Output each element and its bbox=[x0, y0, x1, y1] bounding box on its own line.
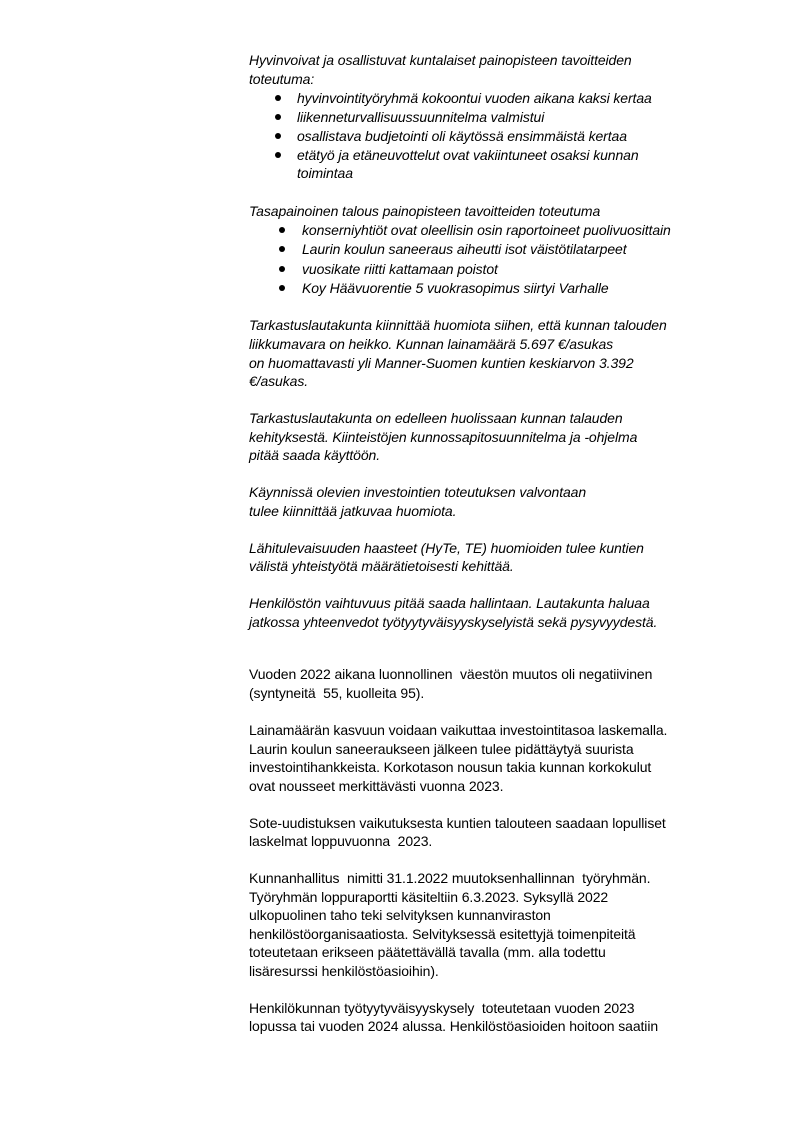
paragraph-line: Lähitulevaisuuden haasteet (HyTe, TE) huomioiden tulee kuntien bbox=[249, 540, 644, 556]
bullet-icon bbox=[279, 285, 285, 291]
paragraph-line: Vuoden 2022 aikana luonnollinen väestön muutos oli negatiivinen bbox=[249, 666, 653, 682]
paragraph-line: Sote-uudistuksen vaikutuksesta kuntien talouteen saadaan lopulliset bbox=[249, 815, 666, 831]
paragraph-line: on huomattavasti yli Manner-Suomen kuntien keskiarvon 3.392 bbox=[249, 355, 634, 371]
paragraph-line: Käynnissä olevien investointien toteutuksen valvontaan bbox=[249, 484, 587, 500]
list-item: vuosikate riitti kattamaan poistot bbox=[302, 261, 498, 277]
list-item: osallistava budjetointi oli käytössä ensimmäistä kertaa bbox=[297, 128, 627, 144]
list-item: konserniyhtiöt ovat oleellisin osin raportoineet puolivuosittain bbox=[302, 222, 671, 238]
paragraph-line: lisäresurssi henkilöstöasioihin). bbox=[249, 963, 439, 979]
section-heading: Tasapainoinen talous painopisteen tavoitteiden toteutuma bbox=[249, 203, 601, 219]
paragraph-line: Työryhmän loppuraportti käsiteltiin 6.3.2023. Syksyllä 2022 bbox=[249, 889, 609, 905]
paragraph-line: tulee kiinnittää jatkuvaa huomiota. bbox=[249, 503, 457, 519]
paragraph-line: välistä yhteistyötä määrätietoisesti kehittää. bbox=[249, 558, 514, 574]
paragraph-line: Lainamäärän kasvuun voidaan vaikuttaa investointitasoa laskemalla. bbox=[249, 722, 668, 738]
paragraph-line: (syntyneitä 55, kuolleita 95). bbox=[249, 685, 425, 701]
section-heading-line: toteutuma: bbox=[249, 71, 315, 87]
bullet-icon bbox=[279, 266, 285, 272]
bullet-icon bbox=[279, 246, 285, 252]
paragraph-line: liikkumavara on heikko. Kunnan lainamäärä 5.697 €/asukas bbox=[249, 336, 614, 352]
list-item: Laurin koulun saneeraus aiheutti isot väistötilatarpeet bbox=[302, 241, 627, 257]
paragraph-line: ovat nousseet merkittävästi vuonna 2023. bbox=[249, 778, 504, 794]
list-item: etätyö ja etäneuvottelut ovat vakiintuneet osaksi kunnan bbox=[297, 147, 639, 163]
paragraph-line: henkilöstöorganisaatiosta. Selvityksessä esitettyjä toimenpiteitä bbox=[249, 926, 636, 942]
paragraph-line: lopussa tai vuoden 2024 alussa. Henkilöstöasioiden hoitoon saatiin bbox=[249, 1018, 659, 1034]
paragraph-line: Henkilökunnan työtyytyväisyyskysely toteutetaan vuoden 2023 bbox=[249, 1000, 635, 1016]
bullet-icon bbox=[275, 95, 281, 101]
paragraph-line: laskelmat loppuvuonna 2023. bbox=[249, 833, 433, 849]
paragraph-line: ulkopuolinen taho teki selvityksen kunnanviraston bbox=[249, 907, 551, 923]
paragraph-line: investointihankkeista. Korkotason nousun takia kunnan korkokulut bbox=[249, 759, 652, 775]
paragraph-line: Henkilöstön vaihtuvuus pitää saada hallintaan. Lautakunta haluaa bbox=[249, 595, 650, 611]
paragraph-line: Kunnanhallitus nimitti 31.1.2022 muutoksenhallinnan työryhmän. bbox=[249, 870, 651, 886]
list-item-continuation: toimintaa bbox=[297, 165, 353, 181]
bullet-icon bbox=[279, 227, 285, 233]
bullet-icon bbox=[275, 152, 281, 158]
paragraph-line: jatkossa yhteenvedot työtyytyväisyyskyselyistä sekä pysyvyydestä. bbox=[249, 614, 658, 630]
paragraph-line: pitää saada käyttöön. bbox=[249, 447, 380, 463]
list-item: hyvinvointityöryhmä kokoontui vuoden aikana kaksi kertaa bbox=[297, 90, 652, 106]
paragraph-line: Tarkastuslautakunta kiinnittää huomiota siihen, että kunnan talouden bbox=[249, 317, 667, 333]
paragraph-line: toteutetaan erikseen päätettävällä tavalla (mm. alla todettu bbox=[249, 944, 606, 960]
bullet-icon bbox=[275, 114, 281, 120]
bullet-icon bbox=[275, 133, 281, 139]
paragraph-line: €/asukas. bbox=[249, 373, 309, 389]
paragraph-line: Laurin koulun saneeraukseen jälkeen tulee pidättäytyä suurista bbox=[249, 741, 634, 757]
paragraph-line: kehityksestä. Kiinteistöjen kunnossapitosuunnitelma ja -ohjelma bbox=[249, 429, 638, 445]
list-item: Koy Häävuorentie 5 vuokrasopimus siirtyi Varhalle bbox=[302, 280, 609, 296]
list-item: liikenneturvallisuussuunnitelma valmistui bbox=[297, 109, 545, 125]
section-heading-line: Hyvinvoivat ja osallistuvat kuntalaiset painopisteen tavoitteiden bbox=[249, 52, 632, 68]
paragraph-line: Tarkastuslautakunta on edelleen huolissaan kunnan talauden bbox=[249, 410, 623, 426]
